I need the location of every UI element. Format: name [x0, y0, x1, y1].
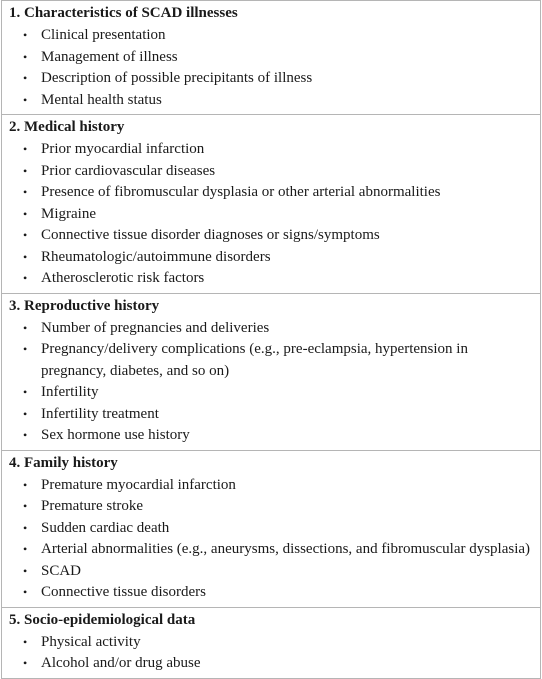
list-item — [9, 25, 534, 47]
list-item — [9, 632, 534, 654]
item-text: Prior myocardial infarction — [41, 141, 205, 157]
item-text: Sudden cardiac death — [41, 519, 170, 536]
bullet-icon: • — [23, 320, 28, 335]
list-item — [9, 204, 534, 226]
list-item — [9, 518, 534, 540]
list-item — [9, 90, 534, 112]
list-item — [9, 318, 534, 340]
bullet-icon: • — [23, 428, 28, 442]
data-collection-table — [1, 0, 541, 679]
bullet-icon: • — [23, 185, 28, 199]
bullet-icon: • — [23, 271, 28, 285]
item-text: Connective tissue disorder diagnoses or signs/symptoms — [41, 227, 380, 243]
list-item — [9, 475, 534, 497]
bullet-icon: • — [23, 163, 28, 178]
item-text: Premature stroke — [41, 498, 144, 514]
item-text: Number of pregnancies and deliveries — [41, 319, 270, 336]
list-item — [9, 268, 534, 290]
bullet-icon: • — [23, 563, 28, 578]
bullet-icon: • — [23, 585, 28, 599]
item-text: Infertility — [41, 384, 99, 400]
item-text: Migraine — [41, 205, 96, 222]
item-text: Description of possible precipitants of illness — [41, 70, 313, 86]
section-family-history — [1, 451, 541, 608]
list-item — [9, 68, 534, 90]
list-item — [9, 161, 534, 183]
bullet-icon: • — [23, 656, 28, 670]
list-item — [9, 382, 534, 404]
list-item — [9, 582, 534, 604]
item-text: Sex hormone use history — [41, 427, 190, 443]
item-text: Rheumatologic/autoimmune disorders — [41, 248, 271, 265]
list-item — [9, 404, 534, 426]
item-text: Clinical presentation — [41, 27, 166, 43]
list-item — [9, 247, 534, 269]
bullet-icon: • — [23, 542, 28, 556]
list-item — [9, 496, 534, 518]
item-text: Prior cardiovascular diseases — [41, 162, 216, 179]
list-item — [9, 425, 534, 447]
section-title: 3. Reproductive history — [9, 297, 160, 314]
list-item — [9, 561, 534, 583]
bullet-icon: • — [23, 342, 28, 356]
list-item — [9, 653, 534, 675]
bullet-icon: • — [23, 520, 28, 535]
list-item — [9, 47, 534, 69]
item-text: Premature myocardial infarction — [41, 476, 236, 493]
bullet-icon: • — [23, 49, 28, 64]
item-text: Physical activity — [41, 633, 141, 650]
item-list — [9, 632, 534, 675]
section-title: 2. Medical history — [9, 119, 125, 135]
bullet-icon: • — [23, 28, 28, 42]
bullet-icon: • — [23, 206, 28, 221]
item-text: Arterial abnormalities (e.g., aneurysms, dissections, and fibromuscular dysplasia) — [41, 541, 531, 557]
item-text: Mental health status — [41, 91, 162, 108]
item-list — [9, 139, 534, 290]
section-characteristics — [1, 0, 541, 115]
list-item — [9, 225, 534, 247]
item-text: Presence of fibromuscular dysplasia or other arterial abnormalities — [41, 184, 441, 200]
list-item — [9, 182, 534, 204]
bullet-icon: • — [23, 92, 28, 107]
item-text: Pregnancy/delivery complications (e.g., pre-eclampsia, hypertension in pregnancy, diabetes, and so on) — [41, 341, 468, 379]
section-title: 1. Characteristics of SCAD illnesses — [9, 5, 238, 21]
item-text: Atherosclerotic risk factors — [41, 270, 205, 286]
bullet-icon: • — [23, 499, 28, 513]
item-text: Infertility treatment — [41, 405, 159, 422]
list-item — [9, 539, 534, 561]
item-text: Connective tissue disorders — [41, 584, 206, 600]
section-title: 5. Socio-epidemiological data — [9, 611, 196, 628]
bullet-icon: • — [23, 71, 28, 85]
bullet-icon: • — [23, 228, 28, 242]
bullet-icon: • — [23, 406, 28, 421]
bullet-icon: • — [23, 477, 28, 492]
section-medical-history — [1, 115, 541, 294]
bullet-icon: • — [23, 634, 28, 649]
bullet-icon: • — [23, 385, 28, 399]
item-text: Management of illness — [41, 48, 178, 65]
bullet-icon: • — [23, 249, 28, 264]
item-list — [9, 475, 534, 604]
list-item — [9, 339, 534, 382]
item-text: Alcohol and/or drug abuse — [41, 655, 201, 671]
section-socio-epidemiological — [1, 608, 541, 679]
item-list — [9, 318, 534, 447]
item-list — [9, 25, 534, 111]
section-reproductive-history — [1, 294, 541, 451]
item-text: SCAD — [41, 562, 82, 579]
bullet-icon: • — [23, 142, 28, 156]
section-title: 4. Family history — [9, 454, 118, 471]
list-item — [9, 139, 534, 161]
